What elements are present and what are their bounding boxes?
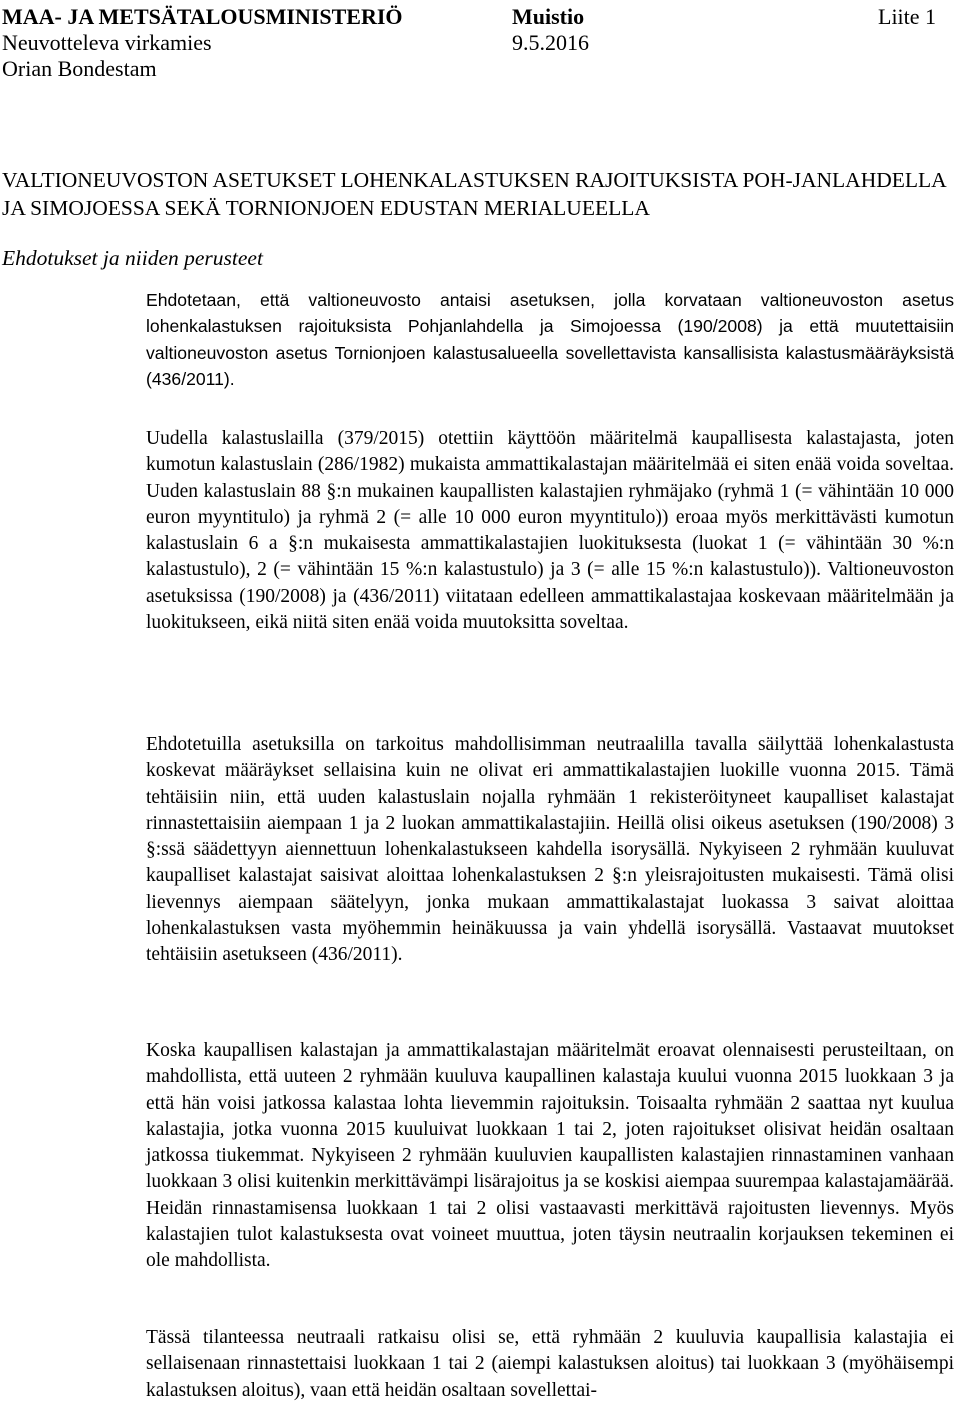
paragraph-4: Koska kaupallisen kalastajan ja ammattikalastajan määritelmät eroavat olennaisesti perusteiltaan, on mahdollista, että uuteen 2 ryhmään kuuluva kaupallinen kalastaja kuului vuonna 2015 luokkaan 3 ja että hän voisi jatkossa kalastaa lohta lievemmin rajoituksin. Toisaalta ryhmään 2 saattaa nyt kuulua kalastajia, jotka vuonna 2015 kuuluivat luokkaan 1 tai 2, joten rajoitukset olisivat heidän osaltaan jatkossa tiukemmat. Nykyiseen 2 ryhmään kuuluvien kaupallisten kalastajien rinnastaminen vanhaan luokkaan 3 olisi kuitenkin merkittävämpi lisärajoitus ja se koskisi aiempaa suurempaa kalastajamäärää. Heidän rinnastamisensa luokkaan 1 tai 2 olisi vastaavasti merkittävä rajoitusten lievennys. Myös kalastajien tulot kalastuksesta ovat voineet muuttua, joten täysin neutraalin korjauksen tekeminen ei ole mahdollista. (146, 1040, 954, 1272)
paragraph-1: Ehdotetaan, että valtioneuvosto antaisi asetuksen, jolla korvataan valtioneuvoston asetus lohenkalastuksen rajoituksista Pohjanlahdella ja Simojoessa (190/2008) ja että muutettaisiin valtioneuvoston asetus Tornionjoen kalastusalueella sovellettavista kansallisista kalastusmääräyksistä (436/2011). (146, 290, 954, 389)
attachment-label: Liite 1 (878, 4, 937, 29)
document-date: 9.5.2016 (512, 30, 589, 55)
section-heading: Ehdotukset ja niiden perusteet (2, 246, 263, 270)
document-title: VALTIONEUVOSTON ASETUKSET LOHENKALASTUKSEN RAJOITUKSISTA POH-JANLAHDELLA JA SIMOJOESSA SEKÄ TORNIONJOEN EDUSTAN MERIALUEELLA (2, 168, 946, 220)
paragraph-3: Ehdotetuilla asetuksilla on tarkoitus mahdollisimman neutraalilla tavalla säilyttää lohenkalastusta koskevat määräykset sellaisina kuin ne olivat eri ammattikalastajien luokille vuonna 2015. Tämä tehtäisiin niin, että uuden kalastuslain nojalla ryhmään 1 rekisteröityneet kaupalliset kalastajat rinnastettaisiin aiempaan 1 ja 2 luokan ammattikalastajiin. Heillä olisi oikeus asetuksen (190/2008) 3 §:ssä säädettyyn aiennettuun lohenkalastukseen kahdella isorysällä. Nykyiseen 2 ryhmään kuuluvat kaupalliset kalastajat saisivat aloittaa lohenkalastuksen 2 §:n yleisrajoitusten mukaisesti. Tämä olisi lievennys aiempaan säätelyyn, jonka mukaan ammattikalastajat luokassa 3 saivat aloittaa lohenkalastuksen vasta myöhemmin heinäkuussa ja vain yhdellä isorysällä. Vastaavat muutokset tehtäisiin asetukseen (436/2011). (146, 734, 954, 966)
author-role: Neuvotteleva virkamies (2, 30, 212, 55)
paragraph-2: Uudella kalastuslailla (379/2015) otettiin käyttöön määritelmä kaupallisesta kalastajasta, joten kumotun kalastuslain (286/1982) mukaista ammattikalastajan määritelmää ei siten enää voida soveltaa. Uuden kalastuslain 88 §:n mukainen kaupallisten kalastajien ryhmäjako (ryhmä 1 (= vähintään 10 000 euron myyntitulo) ja ryhmä 2 (= alle 10 000 euron myyntitulo)) eroaa myös merkittävästi kumotun kalastuslain 6 a §:n mukaisesta ammattikalastajien luokituksesta (luokat 1 (= vähintään 30 %:n kalastustulo), 2 (= vähintään 15 %:n kalastustulo) ja 3 (= alle 15 %:n kalastustulo)). Valtioneuvoston asetuksissa (190/2008) ja (436/2011) viitataan edelleen ammattikalastajaa koskevaan määritelmään ja luokitukseen, eikä niitä siten enää voida muutoksitta soveltaa. (146, 428, 954, 634)
ministry-name: MAA- JA METSÄTALOUSMINISTERIÖ (2, 4, 403, 29)
paragraph-5: Tässä tilanteessa neutraali ratkaisu olisi se, että ryhmään 2 kuuluvia kaupallisia kalastajia ei sellaisenaan rinnastettaisi luokkaan 1 tai 2 (aiempi kalastuksen aloitus) tai luokkaan 3 (myöhäisempi kalastuksen aloitus), vaan että heidän osaltaan sovellettai- (146, 1327, 954, 1401)
document-type: Muistio (512, 4, 585, 29)
author-name: Orian Bondestam (2, 56, 157, 81)
